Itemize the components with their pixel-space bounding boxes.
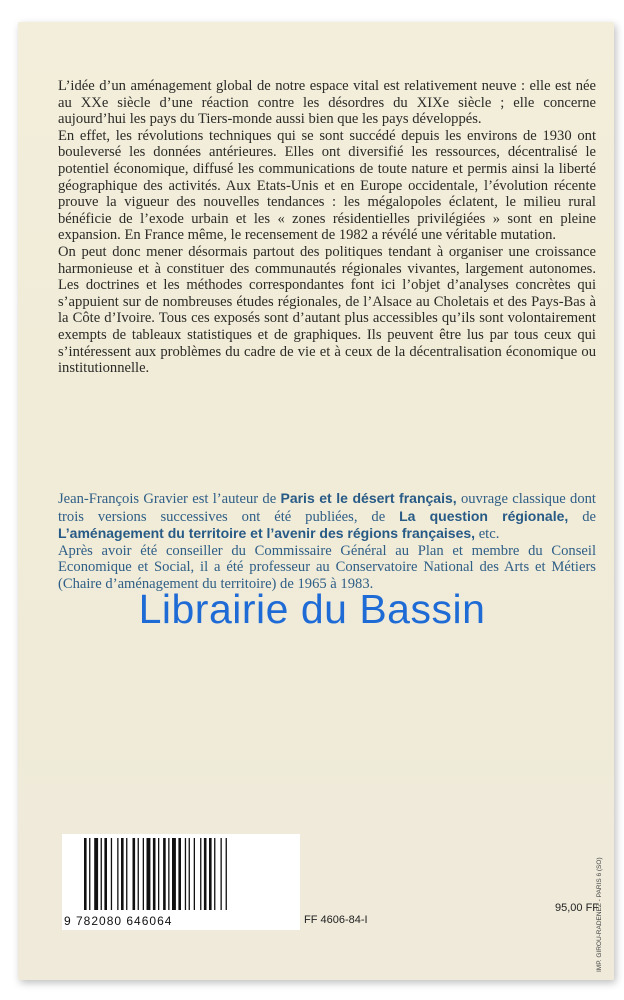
book-title-3: L’aménagement du territoire et l’avenir des régions françaises, xyxy=(58,525,476,542)
ff-code: FF 4606-84-I xyxy=(304,914,368,926)
printer-imprint: IMP. GIROU-RADENEZ - PARIS 6 (SO) xyxy=(596,857,603,972)
blurb-paragraph-2: En effet, les révolutions techniques qui se sont succédé depuis les environs de 1930 ont bouleversé les données antérieures. Elles ont diversifié les ressources, décentralisé le potentiel économique, diffusé les communications de toute nature et permis ainsi la liberté géographique des activités. Aux Etats-Unis et en Europe occidentale, l’évolution récente prouve la vigueur des nouvelles tendances : les mégalopoles éclatent, le milieu rural bénéficie de l’exode urbain et les « zones résidentielles privilégiées » sont en pleine expansion. En France même, le recensement de 1982 a révélé une véritable mutation. xyxy=(58,127,596,244)
barcode-bar xyxy=(104,838,107,910)
barcode-bar xyxy=(172,838,176,910)
barcode-bar xyxy=(138,838,139,910)
barcode-bar xyxy=(209,838,212,910)
author-bio-paragraph-1 xyxy=(58,490,596,543)
barcode-bar xyxy=(200,838,201,910)
barcode-bar xyxy=(185,838,186,910)
barcode-bar xyxy=(101,838,102,910)
barcode-bar xyxy=(168,838,169,910)
barcode-bar xyxy=(189,838,190,910)
barcode xyxy=(62,834,300,930)
barcode-bar xyxy=(89,838,90,910)
barcode-bar xyxy=(194,838,195,910)
barcode-bar xyxy=(133,838,136,910)
book-title-1: Paris et le désert français, xyxy=(280,490,457,506)
barcode-bar xyxy=(153,838,156,910)
author-end-1: etc. xyxy=(475,526,500,543)
barcode-bar xyxy=(226,838,227,910)
barcode-bar xyxy=(214,838,215,910)
watermark: Librairie du Bassin xyxy=(138,586,486,632)
barcode-bar xyxy=(204,838,207,910)
barcode-bar xyxy=(158,838,159,910)
barcode-bar xyxy=(221,838,222,910)
author-bio xyxy=(58,490,596,593)
blurb-text xyxy=(58,78,596,377)
author-mid-1: ouvrage classique dont trois versions successives ont été publiées, de xyxy=(58,491,596,525)
barcode-bar xyxy=(84,838,87,910)
barcode-bar xyxy=(147,838,151,910)
barcode-bar xyxy=(178,838,181,910)
price: 95,00 FF xyxy=(555,902,600,914)
barcode-bar xyxy=(126,838,127,910)
author-intro: Jean-François Gravier est l’auteur de xyxy=(58,491,281,507)
blurb-paragraph-1: L’idée d’un aménagement global de notre espace vital est relativement neuve : elle est née au XXe siècle d’une réaction contre les désordres du XIXe siècle ; elle concerne aujourd’hui les pays du Tiers-monde aussi bien que les pays développés. xyxy=(58,78,596,128)
barcode-bar xyxy=(163,838,166,910)
barcode-bars xyxy=(82,838,282,914)
barcode-bar xyxy=(111,838,112,910)
barcode-number: 9 782080 646064 xyxy=(64,914,173,928)
book-title-2: La question régionale, xyxy=(399,507,569,524)
blurb-paragraph-3: On peut donc mener désormais partout des politiques tendant à organiser une croissance harmonieuse et à constituer des communautés régionales vivantes, largement autonomes. Les doctrines et les méthodes correspondantes font ici l’objet d’analyses concrètes qui s’appuient sur de nombreuses études régionales, de l’Alsace au Choletais et des Pays-Bas à la Côte d’Ivoire. Tous ces exposés sont d’autant plus accessibles qu’ils sont volontairement exempts de tableaux statistiques et de graphiques. Ils peuvent être lus par tous ceux qui s’intéressent aux problèmes du cadre de vie et à ceux de la décentralisation économique ou institutionnelle. xyxy=(58,243,596,377)
barcode-bar xyxy=(121,838,124,910)
author-mid-2: de xyxy=(568,508,596,525)
book-back-cover xyxy=(18,22,614,980)
barcode-bar xyxy=(94,838,98,910)
author-bio-paragraph-2: Après avoir été conseiller du Commissaire Général au Plan et membre du Conseil Economique et Social, il a été professeur au Conservatoire National des Arts et Métiers (Chaire d’aménagement du territoire) de 1965 à 1983. xyxy=(58,542,596,592)
barcode-bar xyxy=(117,838,118,910)
barcode-bar xyxy=(143,838,144,910)
